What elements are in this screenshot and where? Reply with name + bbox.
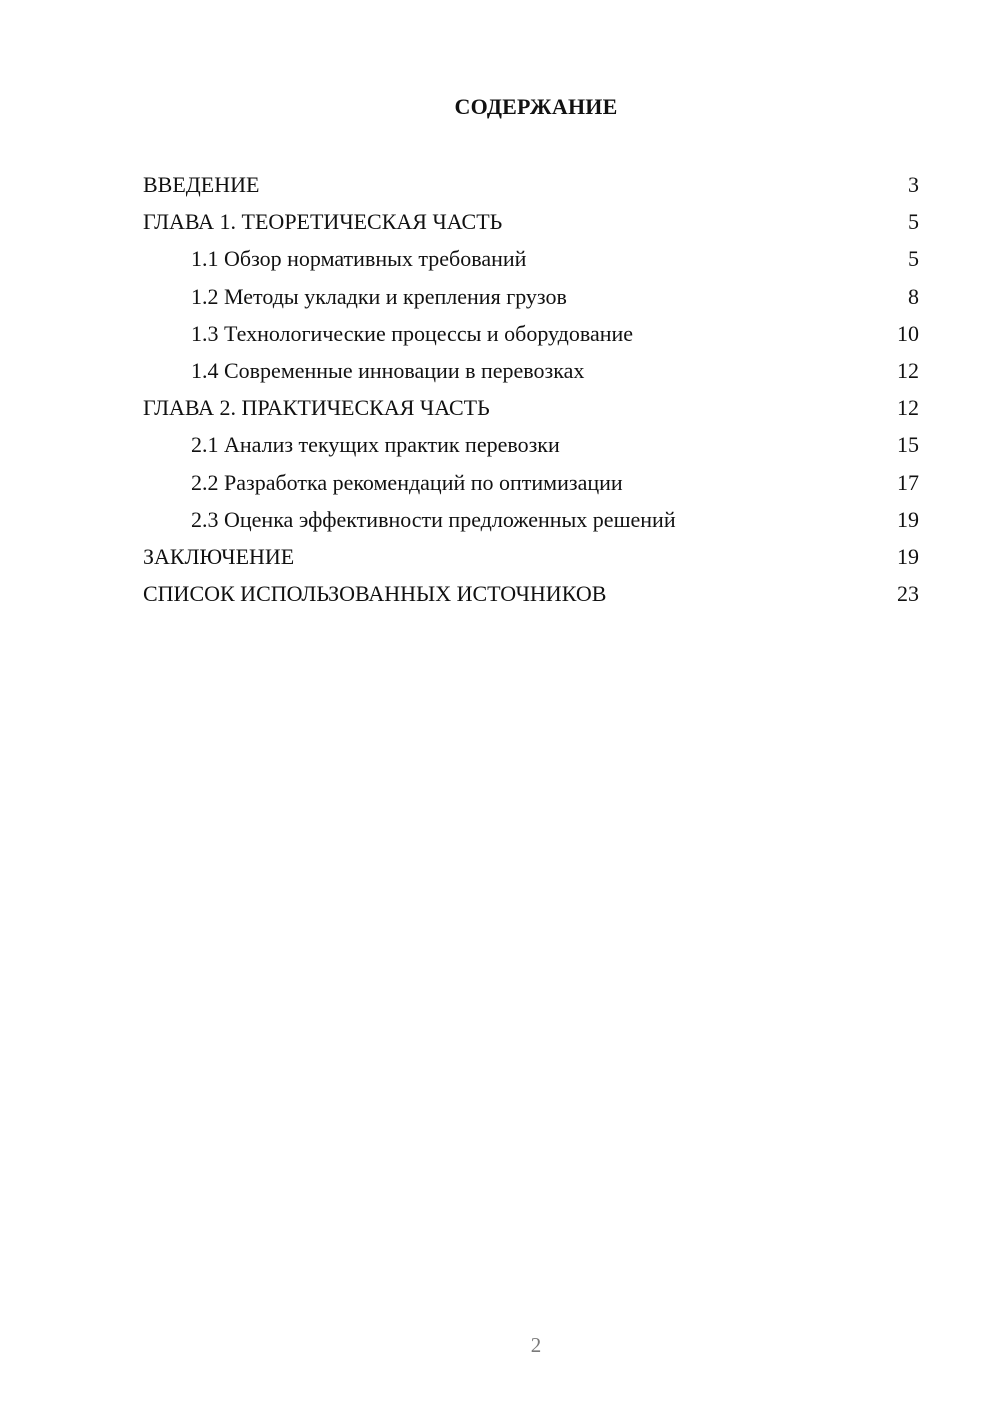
toc-entry-page: 10 <box>897 320 919 346</box>
toc-entry-page: 19 <box>897 543 919 569</box>
toc-entry-page: 12 <box>897 395 919 421</box>
toc-entry-page: 8 <box>908 283 919 309</box>
toc-entry-page: 12 <box>897 357 919 383</box>
toc-entry-page: 23 <box>897 581 919 607</box>
toc-entry-label: 1.1 Обзор нормативных требований <box>191 246 527 272</box>
toc-entry-label: 1.4 Современные инновации в перевозках <box>191 357 585 383</box>
toc-entry-label: 2.2 Разработка рекомендаций по оптимизации <box>191 469 623 495</box>
toc-entry-label: ЗАКЛЮЧЕНИЕ <box>143 543 295 569</box>
toc-entry[interactable] <box>143 278 919 315</box>
toc-entry-page: 19 <box>897 506 919 532</box>
page-title: СОДЕРЖАНИЕ <box>454 94 618 119</box>
toc-entry-label: 2.3 Оценка эффективности предложенных решений <box>191 506 676 532</box>
toc-entry-label: 2.1 Анализ текущих практик перевозки <box>191 432 560 458</box>
toc-entry[interactable] <box>143 538 919 575</box>
toc-entry-page: 5 <box>908 246 919 272</box>
toc-entry[interactable] <box>143 501 919 538</box>
toc-entry-label: ГЛАВА 2. ПРАКТИЧЕСКАЯ ЧАСТЬ <box>143 395 490 421</box>
toc-entry[interactable] <box>143 315 919 352</box>
toc-entry-label: 1.2 Методы укладки и крепления грузов <box>191 283 567 309</box>
toc-entry-page: 15 <box>897 432 919 458</box>
toc-entry-label: СПИСОК ИСПОЛЬЗОВАННЫХ ИСТОЧНИКОВ <box>143 581 607 607</box>
toc-entry[interactable] <box>143 389 919 426</box>
table-of-contents <box>143 166 919 612</box>
toc-entry[interactable] <box>143 426 919 463</box>
toc-entry[interactable] <box>143 203 919 240</box>
toc-entry[interactable] <box>143 166 919 203</box>
toc-entry[interactable] <box>143 464 919 501</box>
toc-entry-label: ГЛАВА 1. ТЕОРЕТИЧЕСКАЯ ЧАСТЬ <box>143 209 503 235</box>
toc-entry-page: 17 <box>897 469 919 495</box>
toc-entry-label: 1.3 Технологические процессы и оборудование <box>191 320 634 346</box>
toc-entry[interactable] <box>143 352 919 389</box>
toc-entry[interactable] <box>143 240 919 277</box>
toc-entry-page: 5 <box>908 209 919 235</box>
toc-entry-label: ВВЕДЕНИЕ <box>143 172 260 197</box>
toc-entry[interactable] <box>143 575 919 612</box>
page-number: 2 <box>530 1333 542 1357</box>
toc-entry-page: 3 <box>908 172 919 197</box>
